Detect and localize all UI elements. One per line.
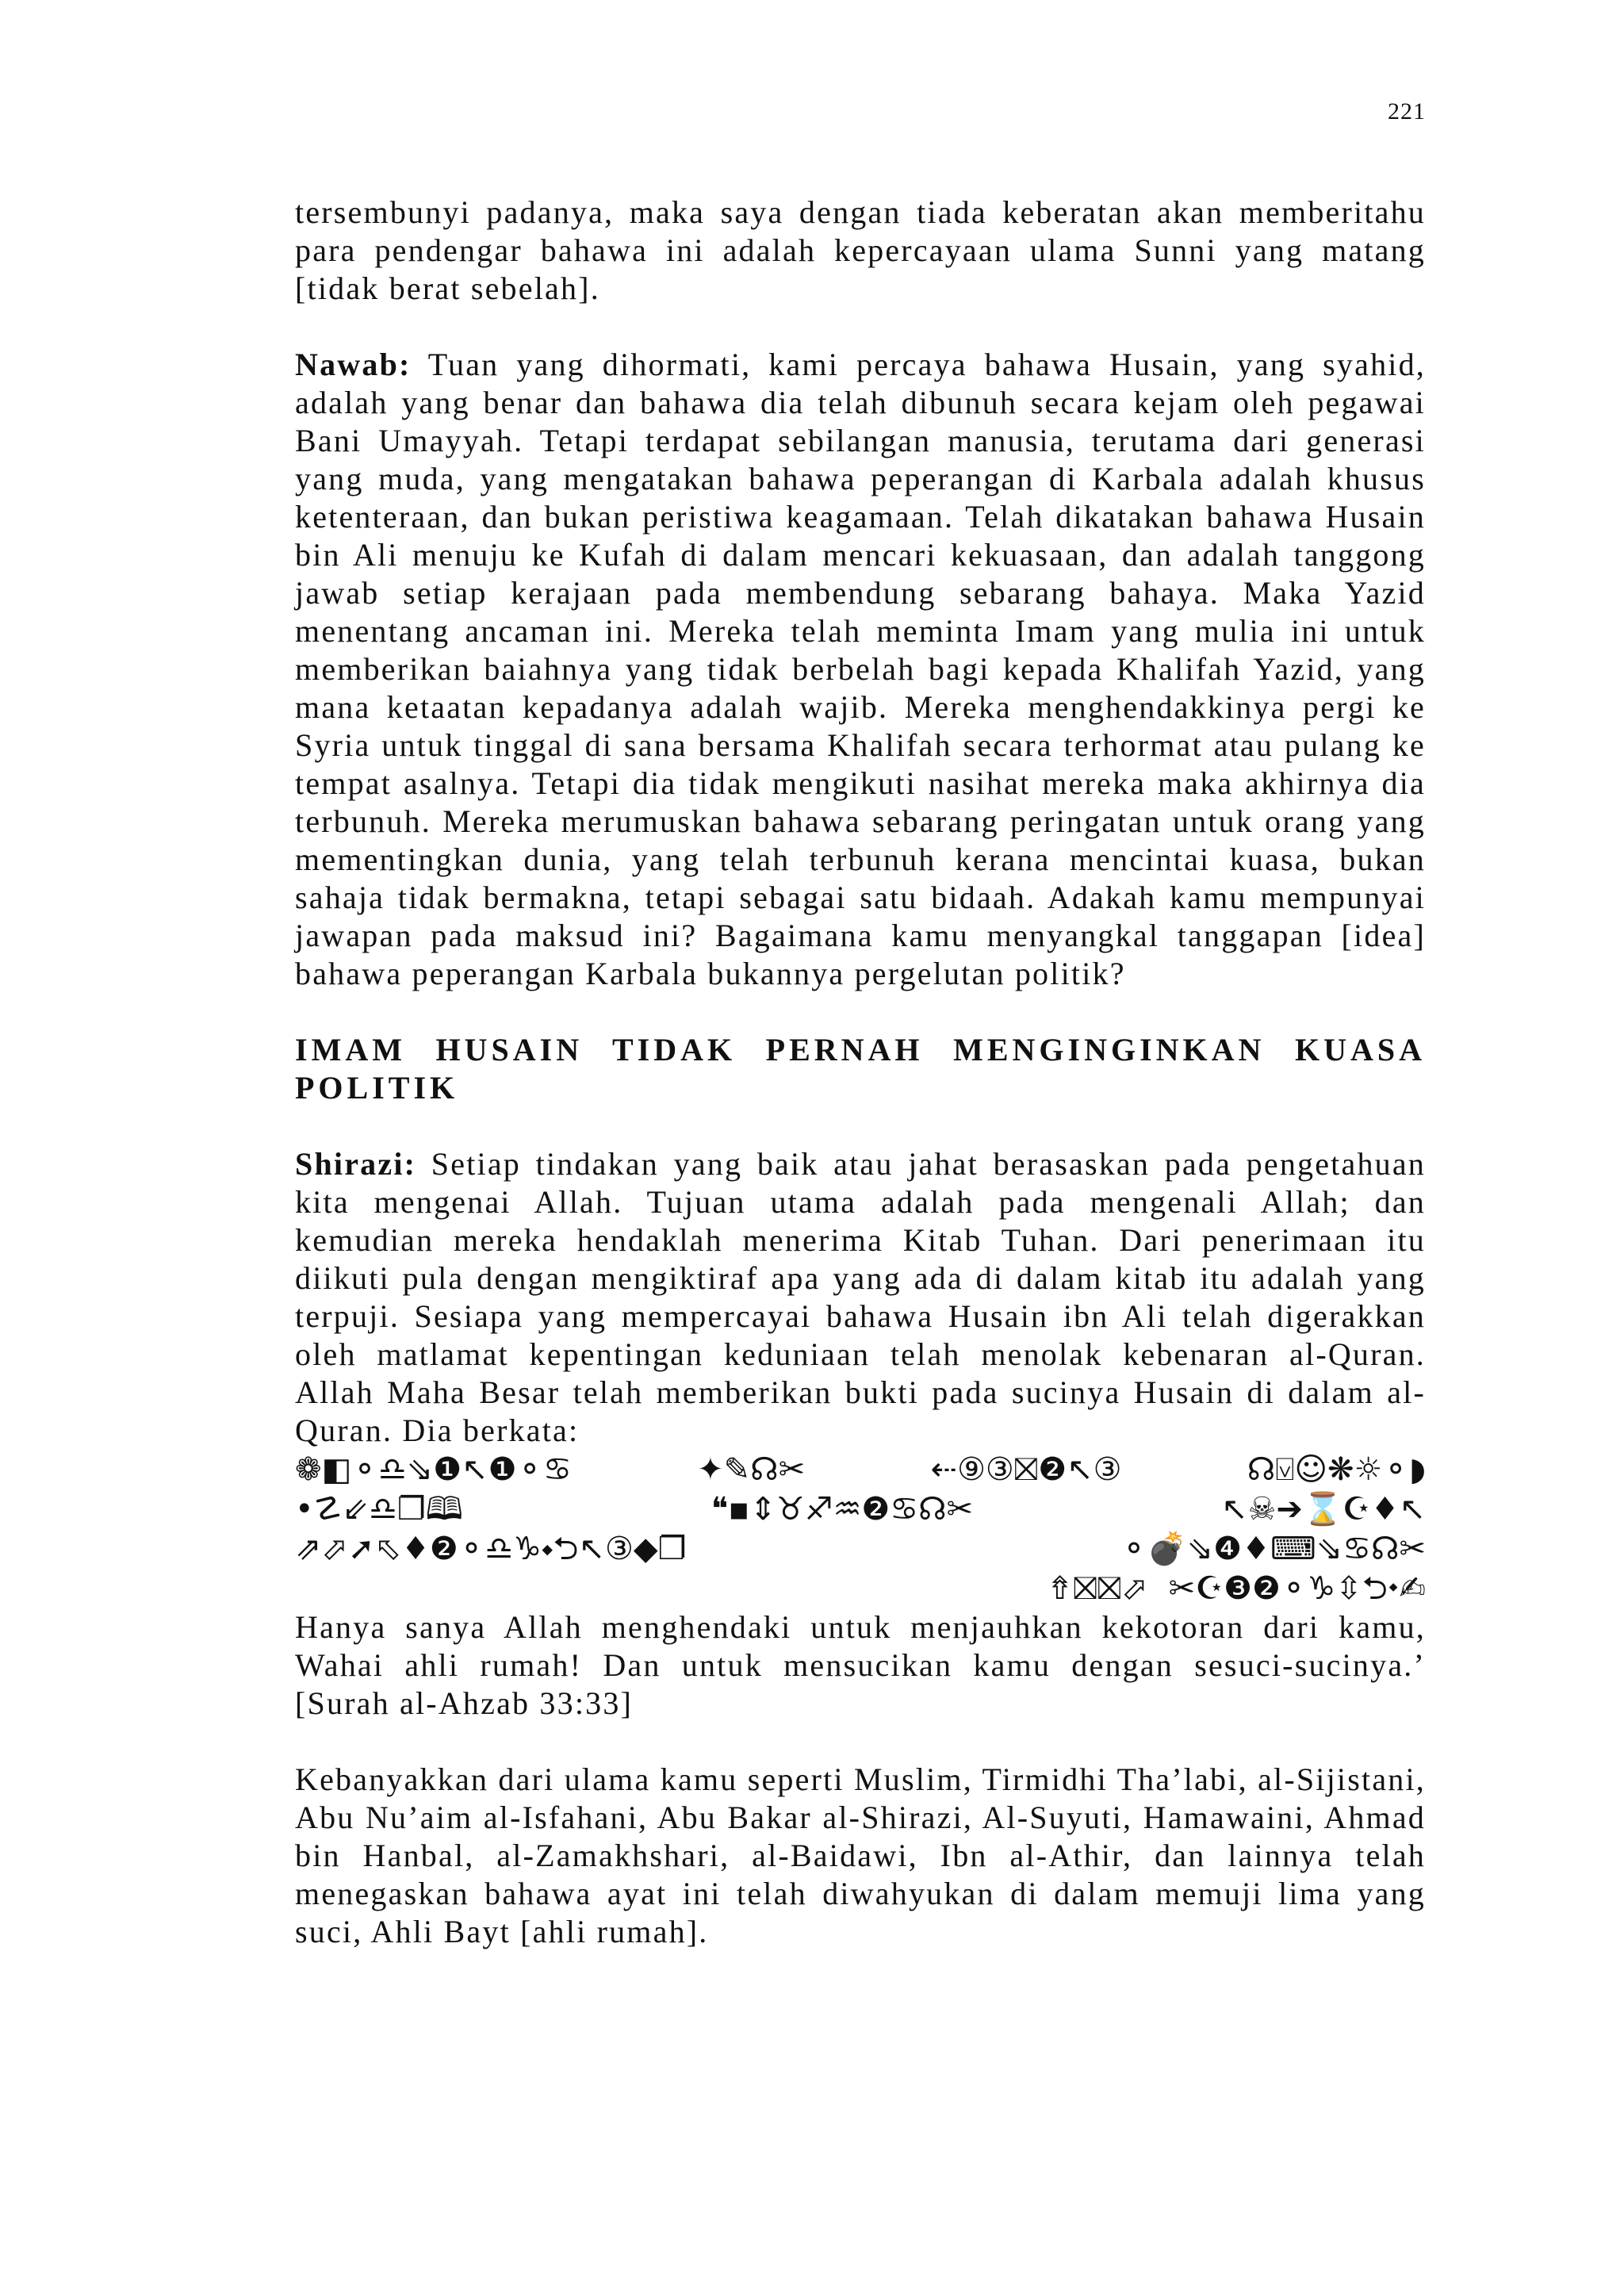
glyph-group: •☡⇙♎❐🕮 xyxy=(295,1491,463,1527)
glyph-group: ❝▪⇕♉♐♒❷♋☊✂ xyxy=(710,1491,974,1527)
page-content xyxy=(295,194,1426,1989)
glyph-line-3 xyxy=(295,1529,1426,1569)
glyph-group: ❁◧⚬♎⇘❶↖❶⚬♋ xyxy=(295,1451,572,1488)
glyph-group: ⚬💣⇘❹♦⌨⇘♋☊✂ xyxy=(1120,1531,1426,1567)
paragraph-scholars: Kebanyakkan dari ulama kamu seperti Muslim, Tirmidhi Tha’labi, al-Sijistani, Abu Nu’aim al-Isfahani, Abu Bakar al-Shirazi, Al-Suyuti, Hamawaini, Ahmad bin Hanbal, al-Zamakhshari, al-Baidawi, Ibn al-Athir, dan lainnya telah menegaskan bahawa ayat ini telah diwahyukan di dalam memuji lima yang suci, Ahli Bayt [ahli rumah]. xyxy=(295,1761,1426,1949)
glyph-group: ⇠⑨③⛝❷↖③ xyxy=(930,1451,1122,1488)
quran-verse-glyphs xyxy=(295,1450,1426,1608)
paragraph-continuation: tersembunyi padanya, maka saya dengan tiada keberatan akan memberitahu para pendengar bahawa ini adalah kepercayaan ulama Sunni yang matang [tidak berat sebelah]. xyxy=(295,194,1426,306)
shirazi-text: Setiap tindakan yang baik atau jahat berasaskan pada pengetahuan kita mengenai Allah. Tujuan utama adalah pada mengenali Allah; dan kemudian mereka hendaklah menerima Kitab Tuhan. Dari penerimaan itu diikuti pula dengan mengiktiraf apa yang ada di dalam kitab itu adalah yang terpuji. Sesiapa yang mempercayai bahawa Husain ibn Ali telah digerakkan oleh matlamat kepentingan keduniaan telah menolak kebenaran al-Quran. Allah Maha Besar telah memberikan bukti pada sucinya Husain di dalam al-Quran. Dia berkata: xyxy=(295,1146,1426,1448)
paragraph-nawab xyxy=(295,346,1426,993)
speaker-nawab: Nawab: xyxy=(295,347,412,382)
glyph-group: ⇮⛝⛝⬀ xyxy=(1046,1570,1148,1607)
glyph-group: ✂☪❸❷⚬♑⇳⮌⬩✍ xyxy=(1168,1570,1426,1607)
section-heading: IMAM HUSAIN TIDAK PERNAH MENGINGINKAN KUASA POLITIK xyxy=(295,1032,1426,1106)
page-number: 221 xyxy=(1388,98,1426,125)
glyph-line-1 xyxy=(295,1450,1426,1489)
paragraph-shirazi xyxy=(295,1145,1426,1450)
glyph-group: ↖☠➔⌛☪♦↖ xyxy=(1221,1491,1426,1527)
glyph-group: ☊⍌☺❋☼⚬◗ xyxy=(1247,1451,1426,1488)
glyph-line-4 xyxy=(295,1569,1426,1608)
paragraph-translation: Hanya sanya Allah menghendaki untuk menjauhkan kekotoran dari kamu, Wahai ahli rumah! Dan untuk mensucikan kamu dengan sesuci-sucinya.’ [Surah al-Ahzab 33:33] xyxy=(295,1609,1426,1721)
speaker-shirazi: Shirazi: xyxy=(295,1146,417,1182)
nawab-text: Tuan yang dihormati, kami percaya bahawa Husain, yang syahid, adalah yang benar dan bahawa dia telah dibunuh secara kejam oleh pegawai Bani Umayyah. Tetapi terdapat sebilangan manusia, terutama dari generasi yang muda, yang mengatakan bahawa peperangan di Karbala adalah khusus ketenteraan, dan bukan peristiwa keagamaan. Telah dikatakan bahawa Husain bin Ali menuju ke Kufah di dalam mencari kekuasaan, dan adalah tanggong jawab setiap kerajaan pada membendung sebarang bahaya. Maka Yazid menentang ancaman ini. Mereka telah meminta Imam yang mulia ini untuk memberikan baiahnya yang tidak berbelah bagi kepada Khalifah Yazid, yang mana ketaatan kepadanya adalah wajib. Mereka menghendakkinya pergi ke Syria untuk tinggal di sana bersama Khalifah secara terhormat atau pulang ke tempat asalnya. Tetapi dia tidak mengikuti nasihat mereka maka akhirnya dia terbunuh. Mereka merumuskan bahawa sebarang peringatan untuk orang yang mementingkan dunia, yang telah terbunuh kerana mencintai kuasa, bukan sahaja tidak bermakna, tetapi sebagai satu bidaah. Adakah kamu mempunyai jawapan pada maksud ini? Bagaimana kamu menyangkal tanggapan [idea] bahawa peperangan Karbala bukannya pergelutan politik? xyxy=(295,347,1426,991)
glyph-line-2 xyxy=(295,1489,1426,1529)
glyph-group: ✦✎☊✂ xyxy=(697,1451,806,1488)
glyph-group: ⇗⬀➚⬁♦❷⚬♎♑⬩⮌↖③◆❐ xyxy=(295,1531,687,1567)
